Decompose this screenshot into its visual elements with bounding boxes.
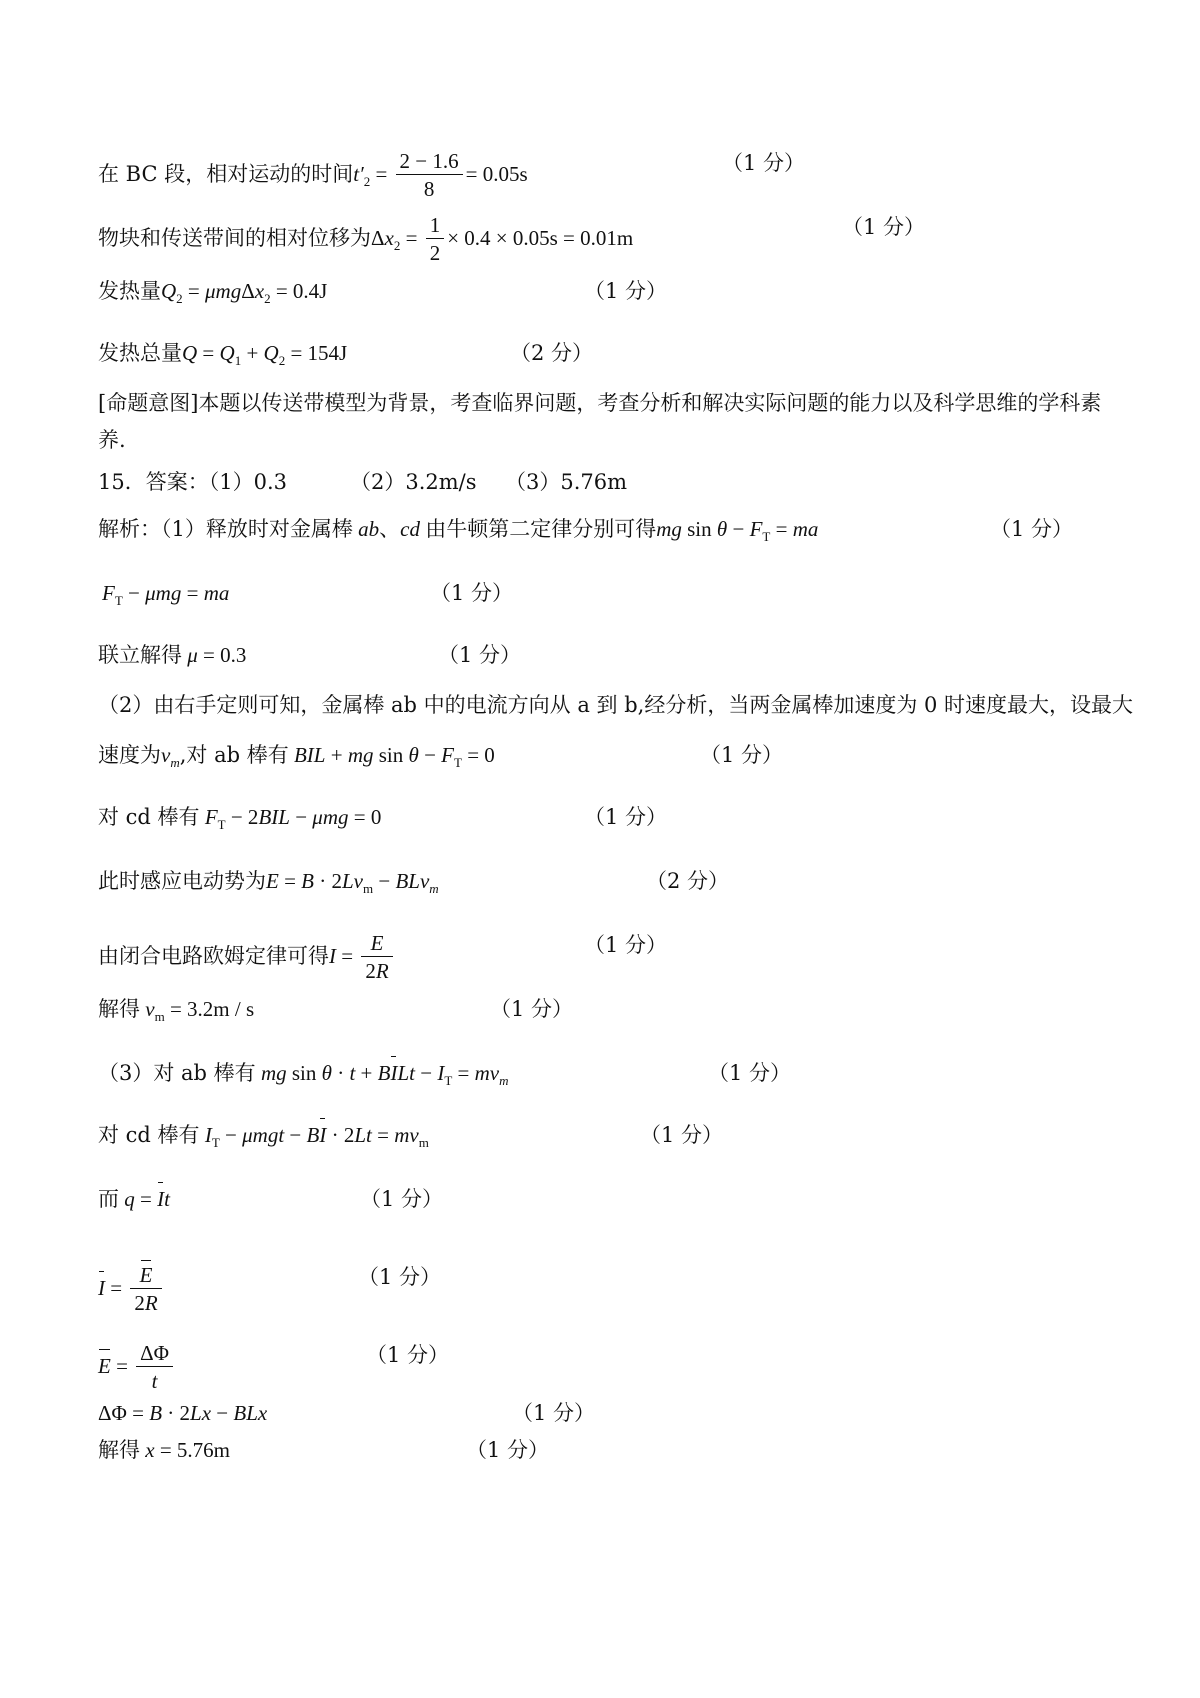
points-label: （1 分）	[990, 517, 1074, 541]
line-max-speed: 速度为$v_m$,对 ab 棒有 BIL + mg $\sin \theta - F_T = 0$	[98, 743, 495, 770]
points-label: （1 分）	[708, 1061, 792, 1085]
points-label: （1 分）	[584, 933, 668, 957]
line-heat-q2: 发热量$Q_2 = \mu mg\Delta x_2 = 0.4J$	[98, 279, 328, 306]
line-charge: 而 q = It	[98, 1184, 170, 1214]
points-label: （1 分）	[700, 743, 784, 767]
points-label: （1 分）	[490, 997, 574, 1021]
fraction: $\frac{\Delta\Phi}{t}$	[136, 1340, 173, 1395]
points-label: （1 分）	[430, 581, 514, 605]
line-ab-impulse: （3）对 ab 棒有 mg sin θ · t + BILt − $I_T = mv_m$	[98, 1058, 509, 1088]
line-solve-vm: 解得 $v_m = 3.2m / s$	[98, 997, 255, 1024]
line-emf: 此时感应电动势为$E = B \cdot 2Lv_m - BLv_m$	[98, 869, 439, 896]
points-label: （1 分）	[358, 1265, 442, 1289]
line-heat-total: 发热总量$Q = Q_1 + Q_2 = 154J$	[98, 341, 348, 368]
fraction: $\frac{1}{2}$	[426, 212, 445, 267]
points-label: （1 分）	[438, 643, 522, 667]
line-avg-emf: E = $\frac{\Delta\Phi}{t}$	[98, 1340, 176, 1395]
points-label: （1 分）	[640, 1123, 724, 1147]
line-bc-time: 在 BC 段，相对运动的时间$t'_2$ = $\frac{2 - 1.6}{8}$ = 0.05s	[98, 149, 528, 201]
line-relative-displacement: 物块和传送带间的相对位移为$\Delta x_2$ = $\frac{1}{2}$ × 0.4 × 0.05s = 0.01m	[98, 213, 634, 265]
analysis-part2: （2）由右手定则可知，金属棒 ab 中的电流方向从 a 到 b,经分析，当两金属棒加速度为 0 时速度最大，设最大	[98, 693, 1134, 717]
equation-ft: $F_T - \mu mg$ = ma	[102, 581, 230, 608]
line-solve-mu: 联立解得 μ = 0.3	[98, 643, 247, 667]
points-label: （1 分）	[584, 805, 668, 829]
points-label: （1 分）	[466, 1438, 550, 1462]
line-cd-force: 对 cd 棒有 $F_T - 2BIL - \mu mg = 0$	[98, 805, 382, 832]
intent-paragraph: [命题意图]本题以传送带模型为背景，考查临界问题，考查分析和解决实际问题的能力以及科学思维的学科素	[98, 391, 1102, 415]
points-label: （1 分）	[842, 215, 926, 239]
points-label: （2 分）	[646, 869, 730, 893]
fraction: $\frac{2 - 1.6}{8}$	[396, 148, 463, 203]
points-label: （2 分）	[510, 341, 594, 365]
points-label: （1 分）	[366, 1343, 450, 1367]
points-label: （1 分）	[512, 1401, 596, 1425]
intent-paragraph-cont: 养.	[98, 428, 126, 452]
line-avg-current: I = $\frac{E}{2R}$	[98, 1262, 165, 1317]
fraction: $\frac{E}{2R}$	[130, 1262, 161, 1317]
answer-line: 15．答案：（1）0.3	[98, 470, 287, 494]
answer-part2: （2）3.2m/s	[350, 470, 477, 494]
fraction: $\frac{E}{2R}$	[361, 930, 392, 985]
analysis-line-1: 解析：（1）释放时对金属棒 ab、cd 由牛顿第二定律分别可得mg $\sin \theta - F_T$ = ma	[98, 517, 819, 544]
line-cd-impulse: 对 cd 棒有 $I_T - \mu mgt$ − BI · $2Lt = mv_m$	[98, 1120, 429, 1150]
line-solve-x: 解得 x = 5.76m	[98, 1438, 231, 1462]
points-label: （1 分）	[360, 1187, 444, 1211]
answer-part3: （3）5.76m	[505, 470, 628, 494]
points-label: （1 分）	[722, 151, 806, 175]
line-flux-change: ΔΦ = B · 2Lx − BLx	[98, 1401, 268, 1425]
line-ohm: 由闭合电路欧姆定律可得I = $\frac{E}{2R}$	[98, 930, 396, 985]
points-label: （1 分）	[584, 279, 668, 303]
